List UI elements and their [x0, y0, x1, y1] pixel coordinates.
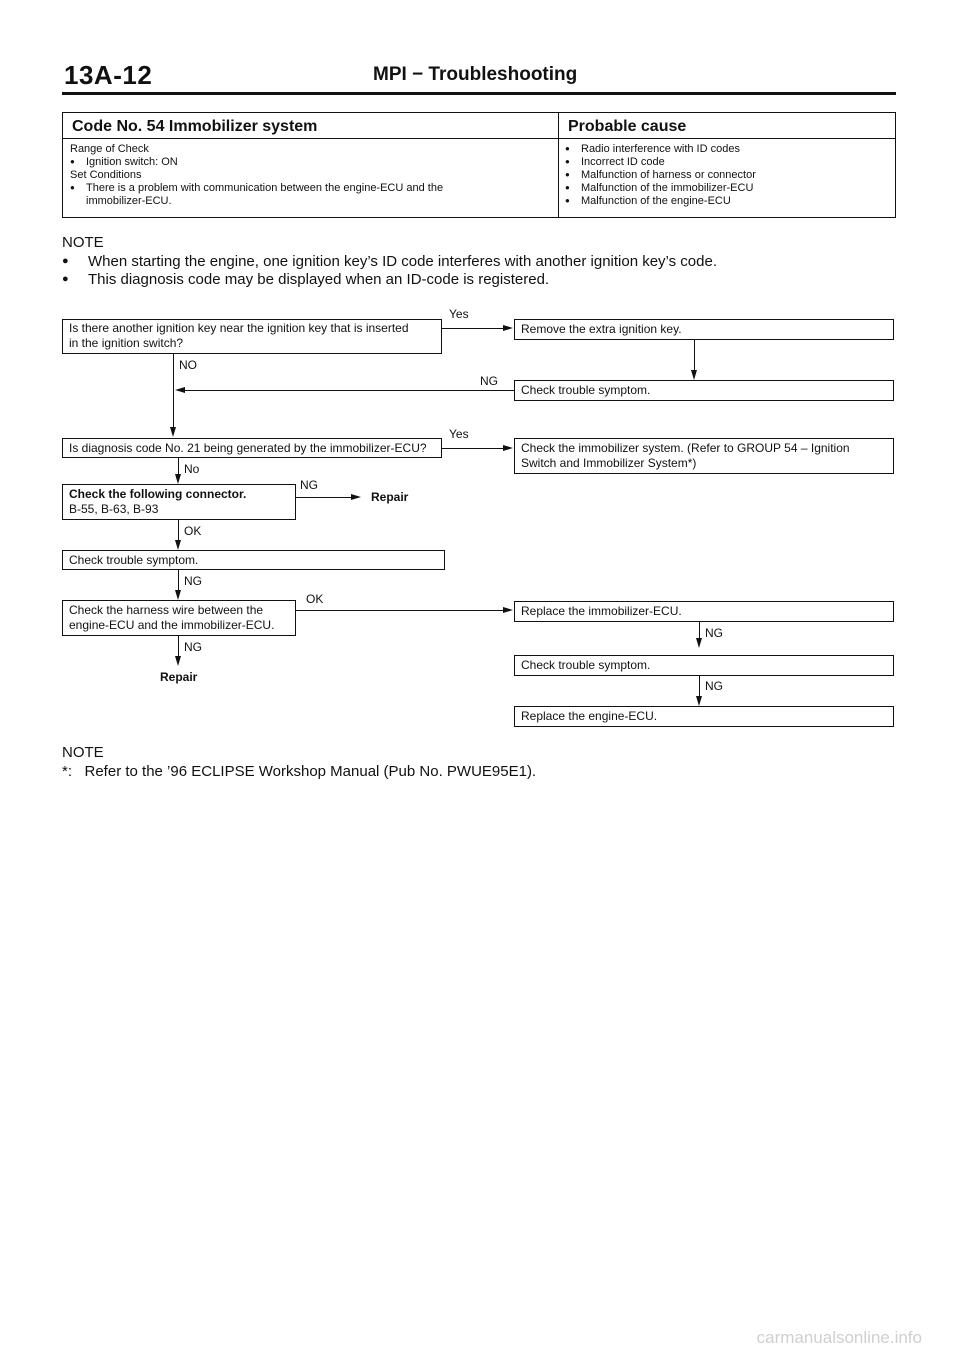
arrow-line	[183, 390, 514, 391]
arrow-line	[296, 497, 352, 498]
no-label-upper: NO	[179, 358, 197, 372]
note-item-text: When starting the engine, one ignition key’s ID code interferes with another ignition key’s code.	[88, 253, 717, 270]
watermark: carmanualsonline.info	[756, 1328, 922, 1347]
arrow-head-down	[175, 656, 181, 666]
ng-label: NG	[300, 478, 318, 492]
question-other-key-line2: in the ignition switch?	[69, 336, 184, 350]
repair-label: Repair	[371, 490, 409, 504]
arrow-line	[442, 328, 504, 329]
range-item-text: Ignition switch: ON	[86, 156, 178, 168]
note-item	[62, 271, 549, 289]
harness-check-line1: Check the harness wire between the	[69, 603, 264, 617]
arrow-line	[699, 676, 700, 696]
arrow-line	[178, 570, 179, 590]
set-label: Set Conditions	[70, 169, 142, 181]
arrow-line	[694, 340, 695, 370]
yes-label: Yes	[449, 307, 469, 321]
ng-label: NG	[705, 679, 723, 693]
range-item	[70, 156, 178, 169]
arrow-head-down	[175, 590, 181, 600]
cause-header: Probable cause	[568, 118, 687, 135]
arrow-head-down	[696, 696, 702, 706]
set-item-text: There is a problem with communication between the engine-ECU and the	[86, 182, 444, 194]
set-item-continued: immobilizer-ECU.	[86, 195, 172, 207]
repair-label: Repair	[160, 670, 198, 684]
cause-item	[565, 169, 756, 182]
arrow-head-right	[503, 445, 513, 451]
ng-label: NG	[705, 626, 723, 640]
note-item-text: This diagnosis code may be displayed when an ID-code is registered.	[88, 271, 550, 288]
arrow-line	[296, 610, 504, 611]
note-item	[62, 253, 717, 271]
arrow-line	[178, 636, 179, 656]
code-title: Code No. 54 Immobilizer system	[72, 118, 318, 135]
footnote-reference: *: Refer to the ’96 ECLIPSE Workshop Manual (Pub No. PWUE95E1).	[62, 763, 537, 780]
cause-text: Malfunction of the immobilizer-ECU	[581, 182, 754, 194]
cause-text: Radio interference with ID codes	[581, 143, 740, 155]
check-immobilizer-line1: Check the immobilizer system. (Refer to GROUP 54 – Ignition	[521, 441, 850, 455]
check-immobilizer-line2: Switch and Immobilizer System*)	[521, 456, 697, 470]
arrow-line	[178, 458, 179, 474]
cause-text: Malfunction of harness or connector	[581, 169, 756, 181]
arrow-line	[442, 448, 504, 449]
replace-immobilizer-text: Replace the immobilizer-ECU.	[521, 604, 682, 618]
ok-label: OK	[306, 592, 324, 606]
cause-item	[565, 182, 753, 195]
question-other-key-line1: Is there another ignition key near the ignition key that is inserted	[69, 321, 409, 335]
arrow-head-right	[503, 607, 513, 613]
check-trouble-text-2: Check trouble symptom.	[69, 553, 199, 567]
no-label: No	[184, 462, 200, 476]
arrow-line	[178, 520, 179, 541]
arrow-head-right	[503, 325, 513, 331]
header-rule	[62, 92, 896, 95]
arrow-line	[173, 354, 174, 428]
arrow-head-down	[696, 638, 702, 648]
arrow-line	[699, 622, 700, 638]
check-trouble-text-3: Check trouble symptom.	[521, 658, 651, 672]
note-heading: NOTE	[62, 234, 104, 251]
set-item	[70, 182, 443, 195]
check-trouble-text-1: Check trouble symptom.	[521, 383, 651, 397]
ng-label: NG	[184, 640, 202, 654]
yes-label: Yes	[449, 427, 469, 441]
question-code21-text: Is diagnosis code No. 21 being generated by the immobilizer-ECU?	[69, 441, 427, 455]
section-title: MPI − Troubleshooting	[373, 64, 578, 85]
connector-check-line2: B-55, B-63, B-93	[69, 502, 159, 516]
cause-item	[565, 143, 740, 156]
ng-label: NG	[480, 374, 498, 388]
replace-engine-text: Replace the engine-ECU.	[521, 709, 658, 723]
cause-item	[565, 195, 731, 208]
page-number: 13A-12	[64, 60, 153, 90]
ok-label: OK	[184, 524, 202, 538]
arrow-head-right	[351, 494, 361, 500]
cause-item	[565, 156, 665, 169]
arrow-head-down	[170, 427, 176, 437]
range-label: Range of Check	[70, 143, 149, 155]
harness-check-line2: engine-ECU and the immobilizer-ECU.	[69, 618, 275, 632]
cause-text: Malfunction of the engine-ECU	[581, 195, 731, 207]
connector-check-line1: Check the following connector.	[69, 487, 247, 501]
cause-text: Incorrect ID code	[581, 156, 665, 168]
arrow-head-left	[175, 387, 185, 393]
remove-key-text: Remove the extra ignition key.	[521, 322, 682, 336]
arrow-head-down	[691, 370, 697, 380]
table-column-divider	[558, 112, 559, 218]
ng-label: NG	[184, 574, 202, 588]
note-heading: NOTE	[62, 744, 104, 761]
arrow-head-down	[175, 540, 181, 550]
arrow-head-down	[175, 474, 181, 484]
table-header-divider	[62, 138, 896, 139]
